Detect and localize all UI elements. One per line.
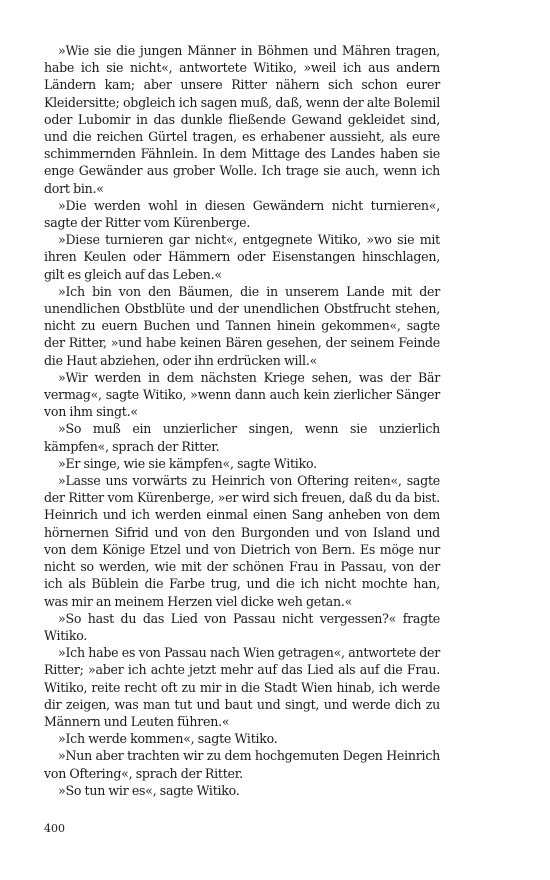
paragraph: »Ich habe es von Passau nach Wien getragen«, antwortete der Ritter; »aber ich achte jetzt mehr auf das Lied als auf die Frau. Witiko, reite recht oft zu mir in die Stadt Wien hinab, ich werde dir zeigen, was man tut und baut und singt, und werde dich zu Männern und Leuten führen.«: [44, 645, 440, 729]
paragraph: »So tun wir es«, sagte Witiko.: [58, 782, 240, 798]
paragraph: »So muß ein unzierlicher singen, wenn sie unzierlich kämpfen«, sprach der Ritter.: [44, 421, 440, 454]
paragraph: »Wie sie die jungen Männer in Böhmen und Mähren tragen, habe ich sie nicht«, antwortete Witiko, »weil ich aus andern Ländern kam; aber unsere Ritter nähern sich schon eurer Kleidersitte; obgleich ich sagen muß, daß, wenn der alte Bolemil oder Lubomir in das dunkle fließende Gewand gekleidet sind, und die reichen Gürtel tragen, es erhabener aussieht, als eure schimmernden Fähnlein. In dem Mittage des Landes haben sie enge Gewänder aus grober Wolle. Ich trage sie auch, wenn ich dort bin.«: [44, 43, 440, 196]
paragraph: »Nun aber trachten wir zu dem hochgemuten Degen Heinrich von Oftering«, sprach der Ritter.: [44, 748, 440, 781]
paragraph: »Ich werde kommen«, sagte Witiko.: [58, 731, 278, 747]
paragraph: »Die werden wohl in diesen Gewändern nicht turnieren«, sagte der Ritter vom Kürenberge.: [44, 197, 440, 231]
paragraph: »Ich bin von den Bäumen, die in unserem Lande mit der unendlichen Obstblüte und der unendlichen Obstfrucht stehen, nicht zu euern Buchen und Tannen hinein gekommen«, sagte der Ritter, »und habe keinen Bären gesehen, der seinem Feinde die Haut abziehen, oder ihn erdrücken will.«: [44, 283, 440, 368]
page-number: 400: [44, 822, 65, 835]
paragraph: »Wir werden in dem nächsten Kriege sehen, was der Bär vermag«, sagte Witiko, »wenn dann auch kein zierlicher Sänger von ihm singt.«: [44, 369, 440, 420]
paragraph: »So hast du das Lied von Passau nicht vergessen?« fragte Witiko.: [44, 610, 440, 643]
paragraph: »Er singe, wie sie kämpfen«, sagte Witiko.: [58, 455, 317, 471]
page-body: [44, 42, 440, 799]
paragraph: »Lasse uns vorwärts zu Heinrich von Oftering reiten«, sagte der Ritter vom Kürenberge, »er wird sich freuen, daß du da bist. Heinrich und ich werden einmal einen Sang anheben von dem hörnernen Sifrid und von den Burgonden und von Island und von dem Könige Etzel und von Dietrich von Bern. Es möge nur nicht so werden, wie mit der schönen Frau in Passau, von der ich als Büblein die Farbe trug, und die ich nicht mochte han, was mir an meinem Herzen viel dicke weh getan.«: [44, 473, 440, 609]
paragraph: »Diese turnieren gar nicht«, entgegnete Witiko, »wo sie mit ihren Keulen oder Hämmern oder Eisenstangen hinschlagen, gilt es gleich auf das Leben.«: [44, 232, 440, 282]
